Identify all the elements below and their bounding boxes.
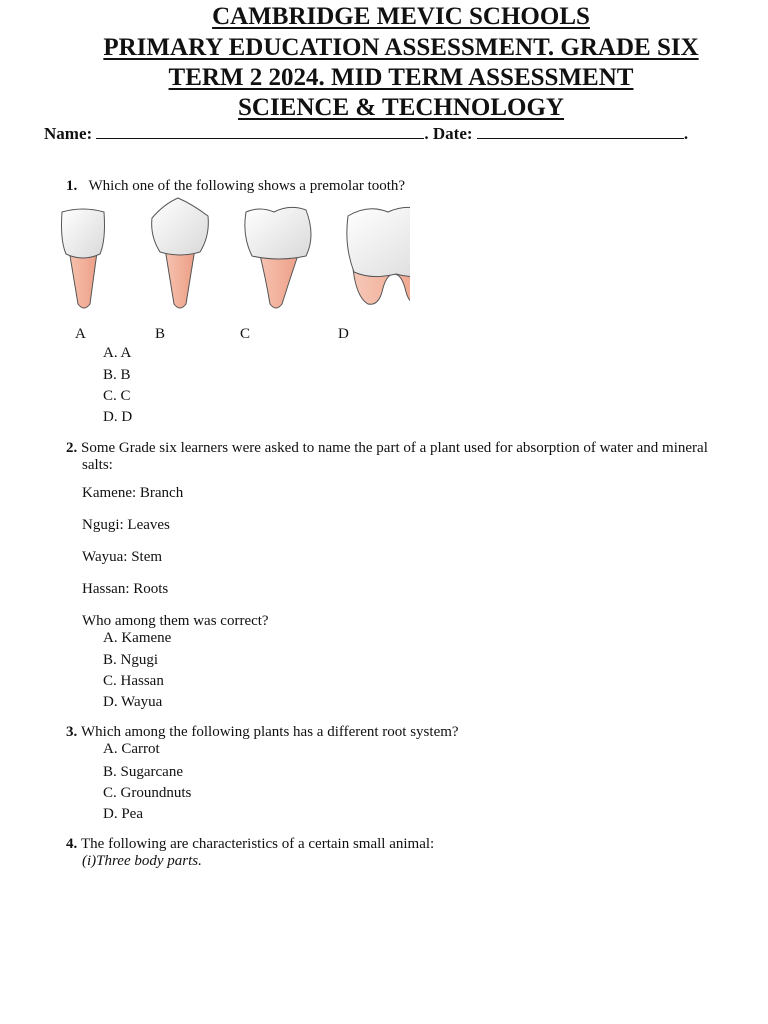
answer-ngugi: Ngugi: Leaves — [82, 517, 170, 533]
q3-option-b[interactable]: B. Sugarcane — [103, 764, 183, 780]
q2-option-d[interactable]: D. Wayua — [103, 694, 163, 710]
question-number: 4. — [66, 836, 78, 852]
subject-title: SCIENCE & TECHNOLOGY — [238, 94, 564, 121]
tooth-a-icon — [62, 209, 105, 308]
q2-option-c[interactable]: C. Hassan — [103, 673, 164, 689]
q1-option-a[interactable]: A. A — [103, 345, 132, 361]
question-4 — [66, 835, 434, 853]
name-label: Name: — [44, 124, 93, 143]
assessment-title: PRIMARY EDUCATION ASSESSMENT. GRADE SIX — [103, 34, 699, 61]
question-2 — [66, 439, 708, 457]
question-number: 3. — [66, 724, 78, 740]
question-text: Which among the following plants has a different root system? — [81, 724, 459, 740]
q2-option-b[interactable]: B. Ngugi — [103, 652, 159, 668]
tooth-label-b: B — [155, 326, 166, 342]
q4-item-1: (i)Three body parts. — [82, 853, 202, 869]
question-text: Which one of the following shows a premolar tooth? — [88, 178, 406, 194]
q3-option-a[interactable]: A. Carrot — [103, 741, 160, 757]
date-blank — [477, 124, 684, 139]
q3-option-d[interactable]: D. Pea — [103, 806, 143, 822]
question-2-continued: salts: — [82, 457, 113, 473]
answer-kamene: Kamene: Branch — [82, 485, 184, 501]
tooth-label-a: A — [75, 326, 86, 342]
tooth-label-d: D — [338, 326, 349, 342]
teeth-illustration — [50, 196, 410, 314]
term-title: TERM 2 2024. MID TERM ASSESSMENT — [168, 64, 634, 91]
answer-wayua: Wayua: Stem — [82, 549, 163, 565]
school-name: CAMBRIDGE MEVIC SCHOOLS — [212, 3, 590, 30]
question-1 — [66, 177, 405, 195]
tooth-label-c: C — [240, 326, 251, 342]
question-2-prompt: Who among them was correct? — [82, 613, 269, 629]
question-text: The following are characteristics of a certain small animal: — [81, 836, 435, 852]
date-label: . Date: — [424, 124, 473, 143]
q1-option-b[interactable]: B. B — [103, 367, 131, 383]
name-date-line — [44, 124, 688, 144]
date-end: . — [683, 124, 689, 143]
tooth-c-icon — [245, 207, 311, 308]
question-number: 1. — [66, 178, 78, 194]
question-3 — [66, 723, 459, 741]
question-number: 2. — [66, 440, 78, 456]
question-text: Some Grade six learners were asked to name the part of a plant used for absorption of water and mineral — [81, 440, 708, 456]
answer-hassan: Hassan: Roots — [82, 581, 169, 597]
q1-option-d[interactable]: D. D — [103, 409, 133, 425]
name-blank — [96, 124, 424, 139]
q1-option-c[interactable]: C. C — [103, 388, 131, 404]
tooth-b-icon — [152, 198, 209, 308]
q3-option-c[interactable]: C. Groundnuts — [103, 785, 192, 801]
tooth-d-icon — [347, 207, 410, 304]
q2-option-a[interactable]: A. Kamene — [103, 630, 172, 646]
